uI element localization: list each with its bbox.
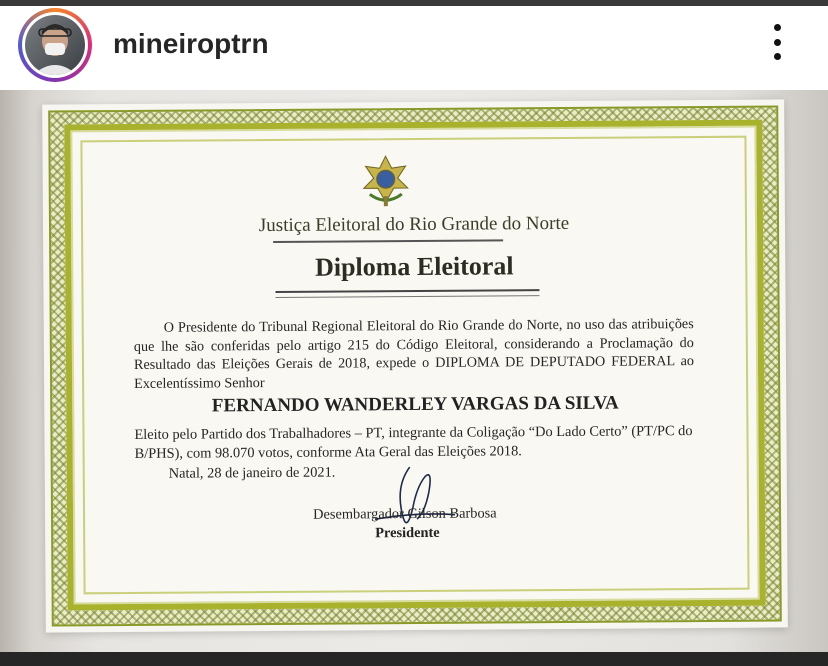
issue-date: Natal, 28 de janeiro de 2021. bbox=[168, 464, 336, 482]
post-image bbox=[0, 90, 828, 652]
coat-of-arms-icon bbox=[358, 152, 414, 208]
signer-role: Presidente bbox=[375, 524, 440, 542]
court-name: Justiça Eleitoral do Rio Grande do Norte bbox=[258, 212, 570, 237]
more-vertical-icon[interactable] bbox=[762, 20, 792, 64]
bottom-strip bbox=[0, 652, 828, 666]
elected-details: Eleito pelo Partido dos Trabalhadores – PT, integrante da Coligação “Do Lado Certo” (PT/PC do B/PHS), com 98.070 votos, conforme Ata Geral das Eleições 2018. bbox=[134, 423, 693, 462]
person-icon bbox=[25, 15, 85, 75]
elected-name: FERNANDO WANDERLEY VARGAS DA SILVA bbox=[211, 392, 619, 417]
avatar-frame bbox=[22, 12, 88, 78]
signer-name: Desembargador Gilson Barbosa bbox=[312, 505, 497, 523]
paragraph-text: O Presidente do Tribunal Regional Eleitoral do Rio Grande do Norte, no uso das atribuições que lhe são conferidas pelo artigo 215 do Código Eleitoral, considerando a Proclamação do Resultado das Eleições Gerais de 2018, expede o DIPLOMA DE DEPUTADO FEDERAL ao Excelentíssimo Senhor bbox=[133, 316, 695, 392]
diploma-paragraph bbox=[134, 315, 695, 393]
diploma-title: Diploma Eleitoral bbox=[314, 251, 514, 282]
post-header bbox=[0, 6, 828, 90]
username[interactable]: mineiroptrn bbox=[113, 28, 269, 59]
avatar-photo bbox=[25, 15, 85, 75]
diploma-paper bbox=[42, 99, 788, 632]
avatar[interactable] bbox=[18, 8, 92, 82]
